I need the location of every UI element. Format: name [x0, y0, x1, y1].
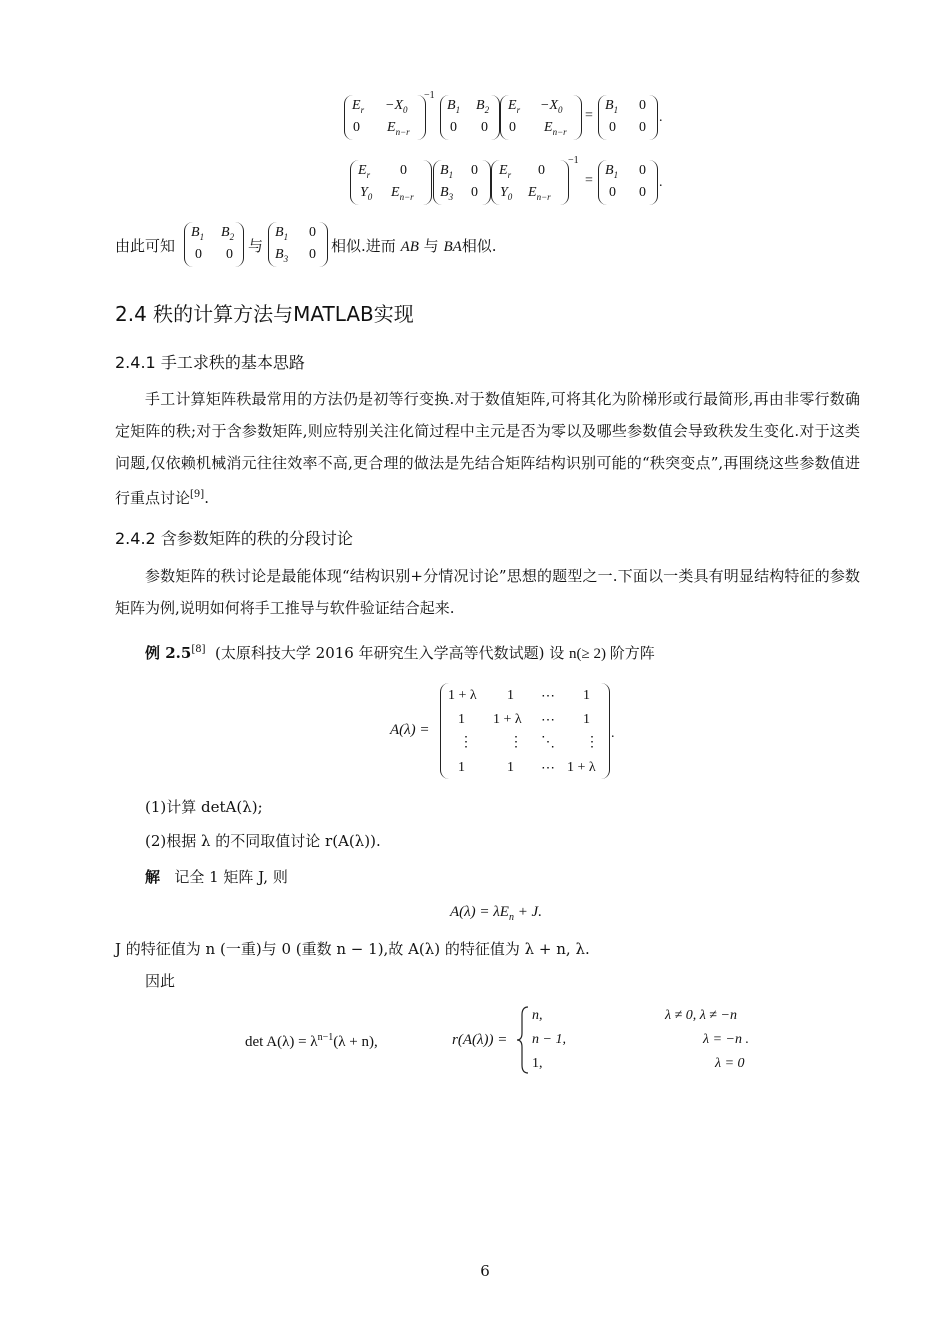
subsection-heading-2: 2.4.2 含参数矩阵的秩的分段讨论 [115, 529, 353, 548]
section-heading: 2.4 秩的计算方法与MATLAB实现 [115, 302, 414, 326]
solution-line: 解 记全 1 矩阵 J, 则 [145, 868, 288, 886]
example-2-5: 例 2.5[8] (太原科技大学 2016 年研究生入学高等代数试题) 设 n(≥ 2) 阶方阵 [145, 644, 655, 662]
subsection-heading-1: 2.4.1 手工求秩的基本思路 [115, 353, 305, 372]
question-2: (2)根据 λ 的不同取值讨论 r(A(λ)). [145, 832, 381, 850]
paragraph-2: 参数矩阵的秩讨论是最能体现“结构识别+分情况讨论”思想的题型之一.下面以一类具有明显结构特征的参数矩阵为例,说明如何将手工推导与软件验证结合起来. [115, 567, 860, 617]
eigenvalue-line: J 的特征值为 n (一重)与 0 (重数 n − 1),故 A(λ) 的特征值为 λ + n, λ. [115, 940, 590, 958]
page: $E_r$ $-X_0$ 0 $E_{n-r}$ −1 $B_1$ $B_2$ 0 0 $E_r$ $-X_0$ 0 $E_{n-r}$ = $B_1$ 0 0 0 . $E_r$ 0 $Y_0$ $E_{n-r}$ $B_1$ 0 $B_3$ 0 $E_r$ 0 $Y_0$ $E_{n-r}$ −1 = $B_1$ 0 0 0 . 由此可知 $B_1$ $B_2$ 0 0 与 $B_1$ 0 $B_3$ 0 相似.进而 AB 与 BA相似. 2.4 秩的计算方法与MATLAB实现 2.4.1 手工求秩的基本思路 手工计算矩阵秩最常用的方法仍是初等行变换.对于数值矩阵,可将其化为阶梯形或行最简形,再由非零行数确定矩阵的秩;对于含参数矩阵,则应特别关注化简过程中主元是否为零以及哪些参数值会导致秩发生变化.对于这类问题,仅依赖机械消元往往效率不高,更合理的做法是先结合矩阵结构识别可能的“秩突变点”,再围绕这些参数值进行重点讨论[9]. 2.4.2 含参数矩阵的秩的分段讨论 参数矩阵的秩讨论是最能体现“结构识别+分情况讨论”思想的题型之一.下面以一类具有明显结构特征的参数矩阵为例,说明如何将手工推导与软件验证结合起来. 例 2.5[8] (太原科技大学 2016 年研究生入学高等代数试题) 设 n(≥ 2) 阶方阵 A(λ) = 1 + λ 1 ⋯ 1 1 1 + λ ⋯ 1 ⋮ ⋮ ⋱ ⋮ 1 1 ⋯ 1 + λ . (1)计算 detA(λ); (2)根据 λ 的不同取值讨论 r(A(λ)). 解 记全 1 矩阵 J, 则 $A(\lambda) = \lambda E_n + J$. J 的特征值为 n (一重)与 0 (重数 n − 1),故 A(λ) 的特征值为 λ + n, λ. 因此 $\det A(\lambda) = \lambda^{n-1}(\lambda + n)$, r(A(λ)) = n, λ ≠ 0, λ ≠ −n n − 1, λ = −n . 1, λ = 0 6 [115, 90, 860, 1280]
page-number: 6 [480, 1262, 490, 1280]
paragraph-1: 手工计算矩阵秩最常用的方法仍是初等行变换.对于数值矩阵,可将其化为阶梯形或行最简形,再由非零行数确定矩阵的秩;对于含参数矩阵,则应特别关注化简过程中主元是否为零以及哪些参数值会导致秩发生变化.对于这类问题,仅依赖机械消元往往效率不高,更合理的做法是先结合矩阵结构识别可能的“秩突变点”,再围绕这些参数值进行重点讨论[9]. [115, 390, 860, 507]
therefore-line: 因此 [145, 972, 176, 990]
left-brace-icon [516, 1005, 530, 1075]
equation-a-lambda: $A(\lambda) = \lambda E_n + J$. [450, 904, 542, 923]
question-1: (1)计算 detA(λ); [145, 798, 263, 816]
